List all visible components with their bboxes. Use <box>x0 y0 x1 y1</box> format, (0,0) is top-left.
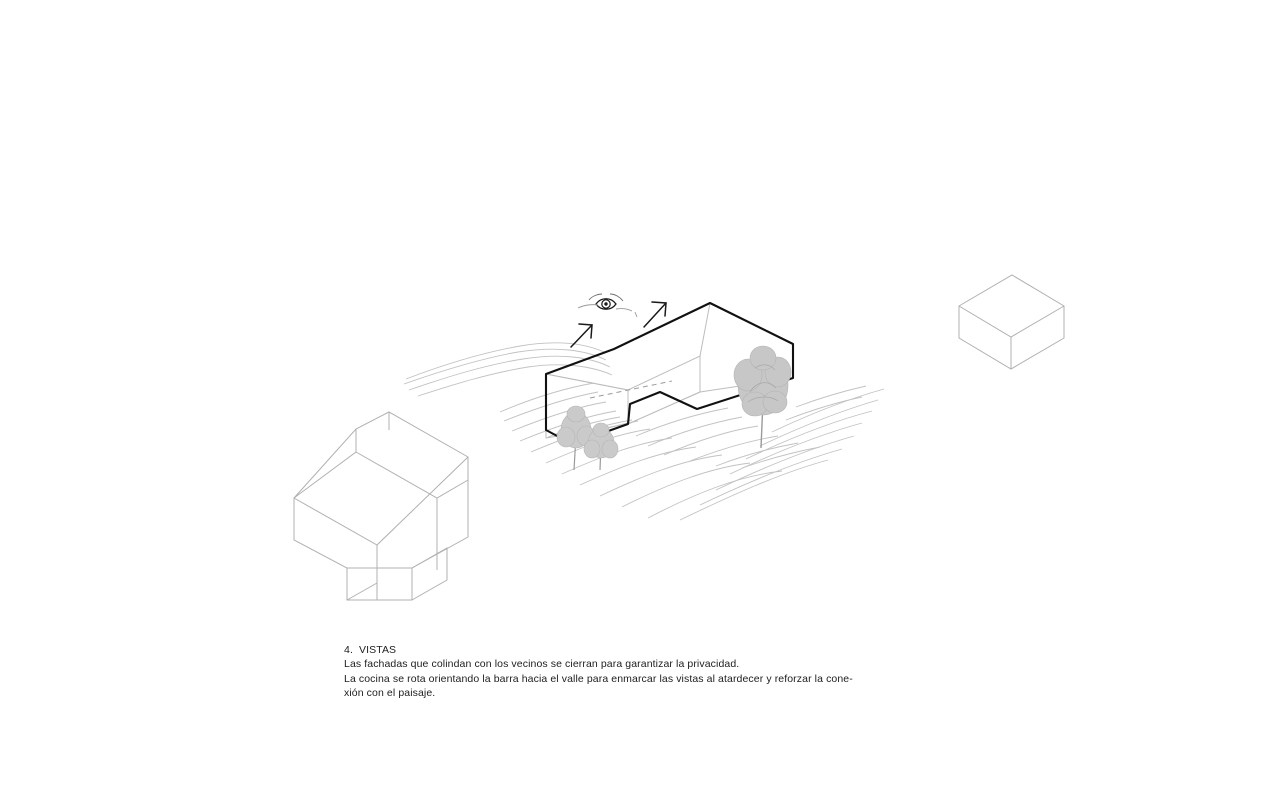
caption-line-1: Las fachadas que colindan con los vecinos se cierran para garantizar la privacidad. <box>344 658 740 671</box>
caption-line-3: xión con el paisaje. <box>344 686 436 699</box>
massing-volume-right <box>959 275 1064 369</box>
diagram-caption <box>344 643 944 700</box>
caption-line-2: La cocina se rota orientando la barra hacia el valle para enmarcar las vistas al atardecer y reforzar la cone- <box>344 672 853 685</box>
view-direction-arrow-left <box>571 324 592 347</box>
base-building-hidden-edge <box>590 381 672 398</box>
terrain-contours <box>404 343 884 520</box>
tree-large <box>734 346 791 448</box>
caption-title: 4. VISTAS <box>344 644 397 656</box>
massing-volume-left <box>294 412 468 600</box>
eye-icon <box>578 294 637 317</box>
view-direction-arrow-right <box>644 302 666 327</box>
